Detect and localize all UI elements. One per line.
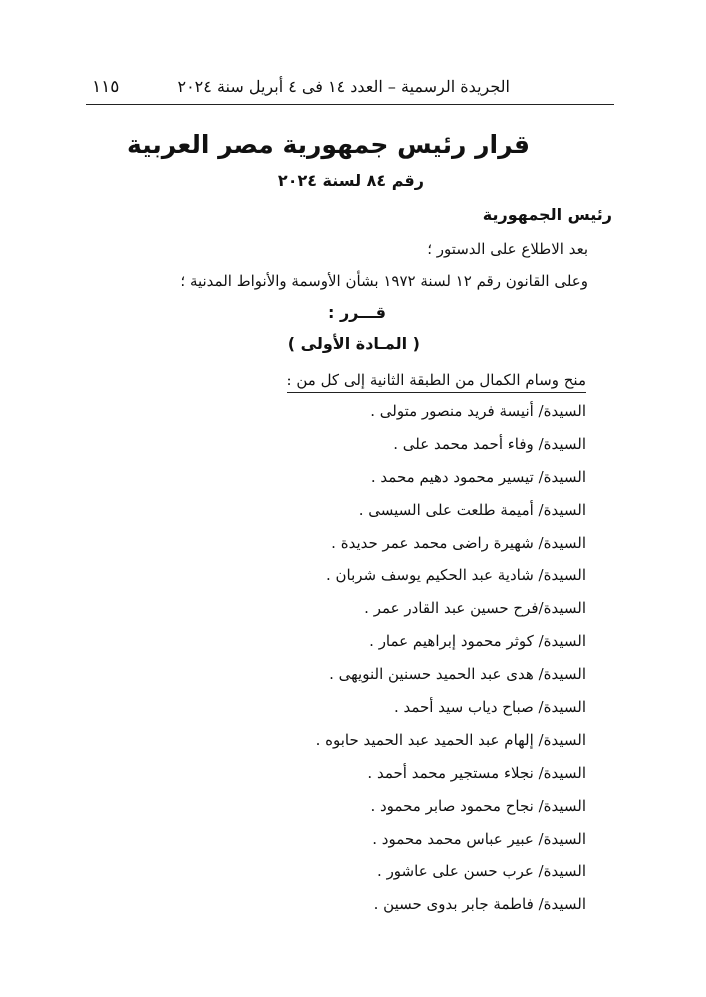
decree-title: قرار رئيس جمهورية مصر العربية (127, 130, 530, 159)
recipient-item: السيدة/ نجاح محمود صابر محمود . (370, 796, 586, 815)
preamble-law: وعلى القانون رقم ١٢ لسنة ١٩٧٢ بشأن الأوسمة والأنواط المدنية ؛ (180, 272, 588, 290)
page-number: ١١٥ (92, 77, 120, 97)
recipient-item: السيدة/ وفاء أحمد محمد على . (393, 434, 586, 453)
recipient-item: السيدة/ شادية عبد الحكيم يوسف شربان . (325, 566, 586, 585)
recipient-item: السيدة/ هدى عبد الحميد حسنين النويهى . (329, 665, 586, 684)
recipient-item: السيدة/فرح حسين عبد القادر عمر . (364, 599, 586, 618)
recipient-item: السيدة/ أنيسة فريد منصور متولى . (370, 402, 586, 420)
decree-number: رقم ٨٤ لسنة ٢٠٢٤ (277, 171, 424, 190)
recipient-item: السيدة/ فاطمة جابر بدوى حسين . (373, 895, 586, 914)
recipient-item: السيدة/ أميمة طلعت على السيسى . (358, 500, 586, 519)
recipient-item: السيدة/ صباح دياب سيد أحمد . (393, 698, 586, 717)
header-divider (86, 104, 614, 105)
recipient-item: السيدة/ عرب حسن على عاشور . (377, 862, 586, 881)
recipient-item: السيدة/ نجلاء مستجير محمد أحمد . (367, 763, 586, 782)
issuer-heading: رئيس الجمهورية (482, 205, 612, 224)
recipient-item: السيدة/ تيسير محمود دهيم محمد . (370, 467, 586, 486)
recipient-item: السيدة/ شهيرة راضى محمد عمر حديدة . (331, 533, 586, 552)
recipients-list (316, 400, 586, 926)
preamble-constitution: بعد الاطلاع على الدستور ؛ (427, 240, 588, 258)
article-heading: ( المـادة الأولى ) (287, 334, 420, 353)
gazette-header-title: الجريدة الرسمية – العدد ١٤ فى ٤ أبريل سنة ٢٠٢٤ (177, 77, 510, 96)
recipient-item: السيدة/ إلهام عبد الحميد عبد الحميد حابوه . (315, 730, 586, 749)
grant-text: منح وسام الكمال من الطبقة الثانية إلى كل من : (287, 370, 586, 393)
recipient-item: السيدة/ كوثر محمود إبراهيم عمار . (369, 632, 586, 651)
decided-heading: قـــرر : (327, 303, 386, 322)
recipient-item: السيدة/ عبير عباس محمد محمود . (372, 829, 586, 848)
